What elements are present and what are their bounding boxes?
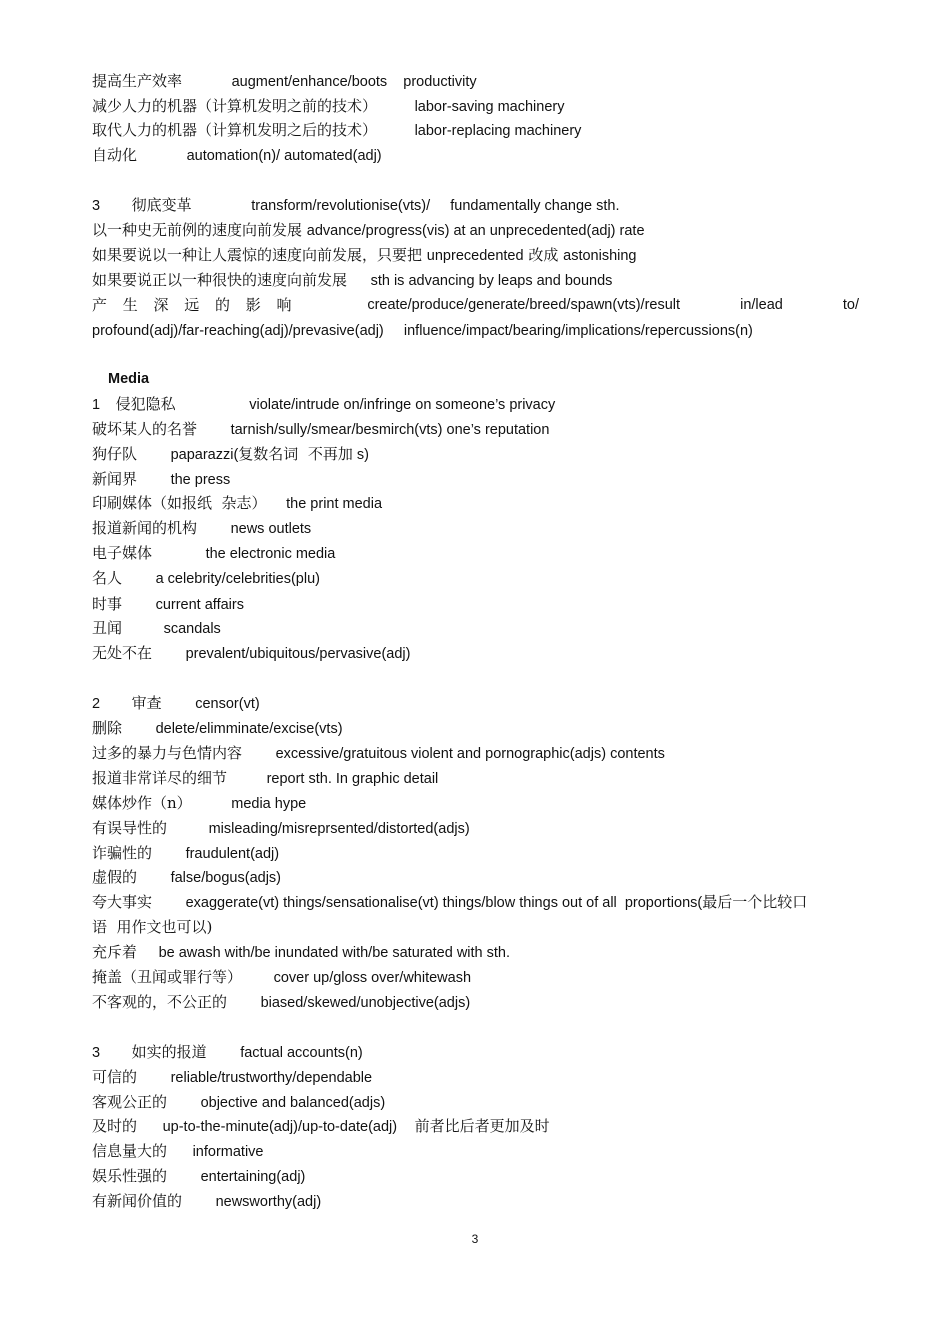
chinese-term: 客观公正的 bbox=[92, 1093, 168, 1111]
vocab-line bbox=[92, 318, 753, 342]
chinese-term: 电子媒体 bbox=[92, 544, 153, 562]
english-term: profound(adj)/far-reaching(adj)/prevasive(adj) influence/impact/bearing/implications/repercussions(n) bbox=[92, 323, 753, 339]
english-term: scandals bbox=[163, 621, 221, 637]
chinese-term: 名人 bbox=[92, 569, 123, 587]
english-term: news outlets bbox=[230, 521, 312, 537]
vocab-line bbox=[92, 243, 636, 267]
english-term: labor-replacing machinery bbox=[414, 123, 582, 139]
english-term: a celebrity/celebrities(plu) bbox=[155, 571, 320, 587]
chinese-term: 如果要说正以一种很快的速度向前发展 bbox=[92, 271, 348, 289]
english-term: automation(n)/ automated(adj) bbox=[186, 148, 382, 164]
vocab-line bbox=[92, 940, 510, 964]
chinese-term: 及时的 bbox=[92, 1117, 138, 1135]
english-term: paparazzi( bbox=[170, 447, 239, 463]
english-term: transform/revolutionise(vts)/ fundamentally change sth. bbox=[251, 198, 620, 214]
english-term: be awash with/be inundated with/be saturated with sth. bbox=[158, 945, 511, 961]
english-term: delete/elimminate/excise(vts) bbox=[155, 721, 343, 737]
english-term: up-to-the-minute(adj)/up-to-date(adj) bbox=[162, 1119, 398, 1135]
chinese-term: 不客观的，不公正的 bbox=[92, 993, 228, 1011]
vocab-line bbox=[92, 915, 212, 939]
english-term: create/produce/generate/breed/spawn(vts)/result bbox=[367, 297, 681, 313]
vocab-line bbox=[92, 592, 244, 616]
vocab-line bbox=[92, 143, 382, 167]
chinese-term: 过多的暴力与色情内容 bbox=[92, 744, 243, 762]
page-number: 3 bbox=[471, 1232, 479, 1246]
english-term: to/ bbox=[842, 297, 859, 313]
vocab-line bbox=[92, 467, 230, 491]
chinese-term: 语 用作文也可以) bbox=[92, 918, 213, 936]
english-term: tarnish/sully/smear/besmirch(vts) one’s reputation bbox=[230, 422, 550, 438]
english-term: informative bbox=[192, 1144, 264, 1160]
chinese-term: 掩盖（丑闻或罪行等） bbox=[92, 968, 243, 986]
chinese-term: 诈骗性的 bbox=[92, 844, 153, 862]
vocab-line bbox=[92, 791, 306, 815]
chinese-term: 破坏某人的名誉 bbox=[92, 420, 198, 438]
english-term: report sth. In graphic detail bbox=[266, 771, 439, 787]
english-term: augment/enhance/boots productivity bbox=[231, 74, 477, 90]
chinese-term: 如果要说以一种让人震惊的速度向前发展，只要把 bbox=[92, 246, 423, 264]
chinese-term: 丑闻 bbox=[92, 619, 123, 637]
vocab-line bbox=[92, 541, 335, 565]
chinese-term: 审查 bbox=[131, 694, 162, 712]
vocab-line bbox=[92, 641, 410, 665]
english-term: astonishing bbox=[563, 248, 637, 264]
chinese-term: 夸大事实 bbox=[92, 893, 153, 911]
vocab-line bbox=[92, 890, 807, 914]
vocab-line bbox=[92, 741, 665, 765]
vocab-line bbox=[92, 218, 645, 242]
chinese-term: 彻底变革 bbox=[131, 196, 192, 214]
item-number: 1 bbox=[92, 397, 101, 413]
vocab-line bbox=[92, 716, 343, 740]
chinese-term: 自动化 bbox=[92, 146, 138, 164]
english-term: reliable/trustworthy/dependable bbox=[170, 1070, 373, 1086]
chinese-term: 以一种史无前例的速度向前发展 bbox=[92, 221, 303, 239]
english-term: unprecedented bbox=[426, 248, 524, 264]
vocab-line bbox=[92, 1189, 321, 1213]
chinese-term: 可信的 bbox=[92, 1068, 138, 1086]
vocab-line bbox=[92, 965, 471, 989]
chinese-term: 改成 bbox=[528, 246, 559, 264]
chinese-term: 取代人力的机器（计算机发明之后的技术） bbox=[92, 121, 378, 139]
item-number: 3 bbox=[92, 1045, 101, 1061]
vocab-line bbox=[92, 69, 477, 93]
english-term: cover up/gloss over/whitewash bbox=[273, 970, 472, 986]
chinese-term: 娱乐性强的 bbox=[92, 1167, 168, 1185]
vocab-line-justified bbox=[92, 293, 859, 317]
chinese-term: 虚假的 bbox=[92, 868, 138, 886]
vocab-line bbox=[92, 841, 279, 865]
chinese-term: 有新闻价值的 bbox=[92, 1192, 183, 1210]
english-term: current affairs bbox=[155, 597, 244, 613]
vocab-line bbox=[92, 491, 382, 515]
vocab-line bbox=[92, 392, 555, 416]
chinese-term: 充斥着 bbox=[92, 943, 138, 961]
chinese-term: 产生深远的影响 bbox=[92, 296, 308, 314]
vocab-line bbox=[92, 1114, 550, 1138]
chinese-term: 信息量大的 bbox=[92, 1142, 168, 1160]
english-term: excessive/gratuitous violent and pornographic(adjs) contents bbox=[275, 746, 665, 762]
english-term: advance/progress(vis) at an unprecedented(adj) rate bbox=[306, 223, 645, 239]
chinese-term: 无处不在 bbox=[92, 644, 153, 662]
english-term: in/lead bbox=[740, 297, 783, 313]
vocab-line bbox=[92, 691, 260, 715]
vocab-line bbox=[92, 1040, 363, 1064]
chinese-term: 减少人力的机器（计算机发明之前的技术） bbox=[92, 97, 378, 115]
vocab-line bbox=[92, 616, 221, 640]
vocab-line bbox=[92, 766, 438, 790]
english-term: the electronic media bbox=[205, 546, 336, 562]
chinese-term: 删除 bbox=[92, 719, 123, 737]
vocab-line bbox=[92, 442, 369, 466]
english-term: exaggerate(vt) things/sensationalise(vt) things/blow things out of all proportions( bbox=[185, 895, 703, 911]
chinese-term: 印刷媒体（如报纸 杂志） bbox=[92, 494, 267, 512]
english-term: media hype bbox=[231, 796, 307, 812]
english-term: censor(vt) bbox=[195, 696, 260, 712]
chinese-term: 报道新闻的机构 bbox=[92, 519, 198, 537]
english-term: biased/skewed/unobjective(adjs) bbox=[260, 995, 471, 1011]
chinese-note: 最后一个比较口 bbox=[702, 893, 808, 911]
vocab-line bbox=[92, 1090, 385, 1114]
chinese-term: 提高生产效率 bbox=[92, 72, 183, 90]
english-term: false/bogus(adjs) bbox=[170, 870, 281, 886]
chinese-term: 媒体炒作（n） bbox=[92, 794, 192, 812]
chinese-term: 如实的报道 bbox=[131, 1043, 207, 1061]
vocab-line bbox=[92, 816, 470, 840]
vocab-line bbox=[92, 1065, 372, 1089]
vocab-line bbox=[92, 268, 612, 292]
chinese-term: 侵犯隐私 bbox=[115, 395, 176, 413]
vocab-line bbox=[92, 990, 470, 1014]
chinese-term: 时事 bbox=[92, 595, 123, 613]
chinese-term: 报道非常详尽的细节 bbox=[92, 769, 228, 787]
english-term: the press bbox=[170, 472, 231, 488]
item-number: 2 bbox=[92, 696, 101, 712]
english-term: misleading/misreprsented/distorted(adjs) bbox=[208, 821, 470, 837]
english-term: the print media bbox=[286, 496, 383, 512]
item-number: 3 bbox=[92, 198, 101, 214]
english-term: entertaining(adj) bbox=[200, 1169, 306, 1185]
english-term: fraudulent(adj) bbox=[185, 846, 280, 862]
english-term: labor-saving machinery bbox=[414, 99, 565, 115]
chinese-term: 狗仔队 bbox=[92, 445, 138, 463]
section-heading: Media bbox=[108, 371, 150, 387]
english-term: newsworthy(adj) bbox=[215, 1194, 322, 1210]
english-term: factual accounts(n) bbox=[240, 1045, 363, 1061]
english-term: s) bbox=[352, 447, 369, 463]
chinese-term: 有误导性的 bbox=[92, 819, 168, 837]
chinese-term: 新闻界 bbox=[92, 470, 138, 488]
english-term: objective and balanced(adjs) bbox=[200, 1095, 386, 1111]
vocab-line bbox=[92, 1139, 264, 1163]
vocab-line bbox=[92, 1164, 305, 1188]
chinese-note: 前者比后者更加及时 bbox=[414, 1117, 550, 1135]
chinese-note: 复数名词 不再加 bbox=[238, 445, 353, 463]
english-term: violate/intrude on/infringe on someone’s privacy bbox=[249, 397, 556, 413]
english-term: sth is advancing by leaps and bounds bbox=[370, 273, 613, 289]
vocab-line bbox=[92, 118, 581, 142]
vocab-line bbox=[92, 94, 564, 118]
vocab-line bbox=[92, 516, 311, 540]
vocab-line bbox=[92, 566, 320, 590]
english-term: prevalent/ubiquitous/pervasive(adj) bbox=[185, 646, 411, 662]
vocab-line bbox=[92, 193, 620, 217]
vocab-line bbox=[92, 865, 281, 889]
vocab-line bbox=[92, 417, 549, 441]
